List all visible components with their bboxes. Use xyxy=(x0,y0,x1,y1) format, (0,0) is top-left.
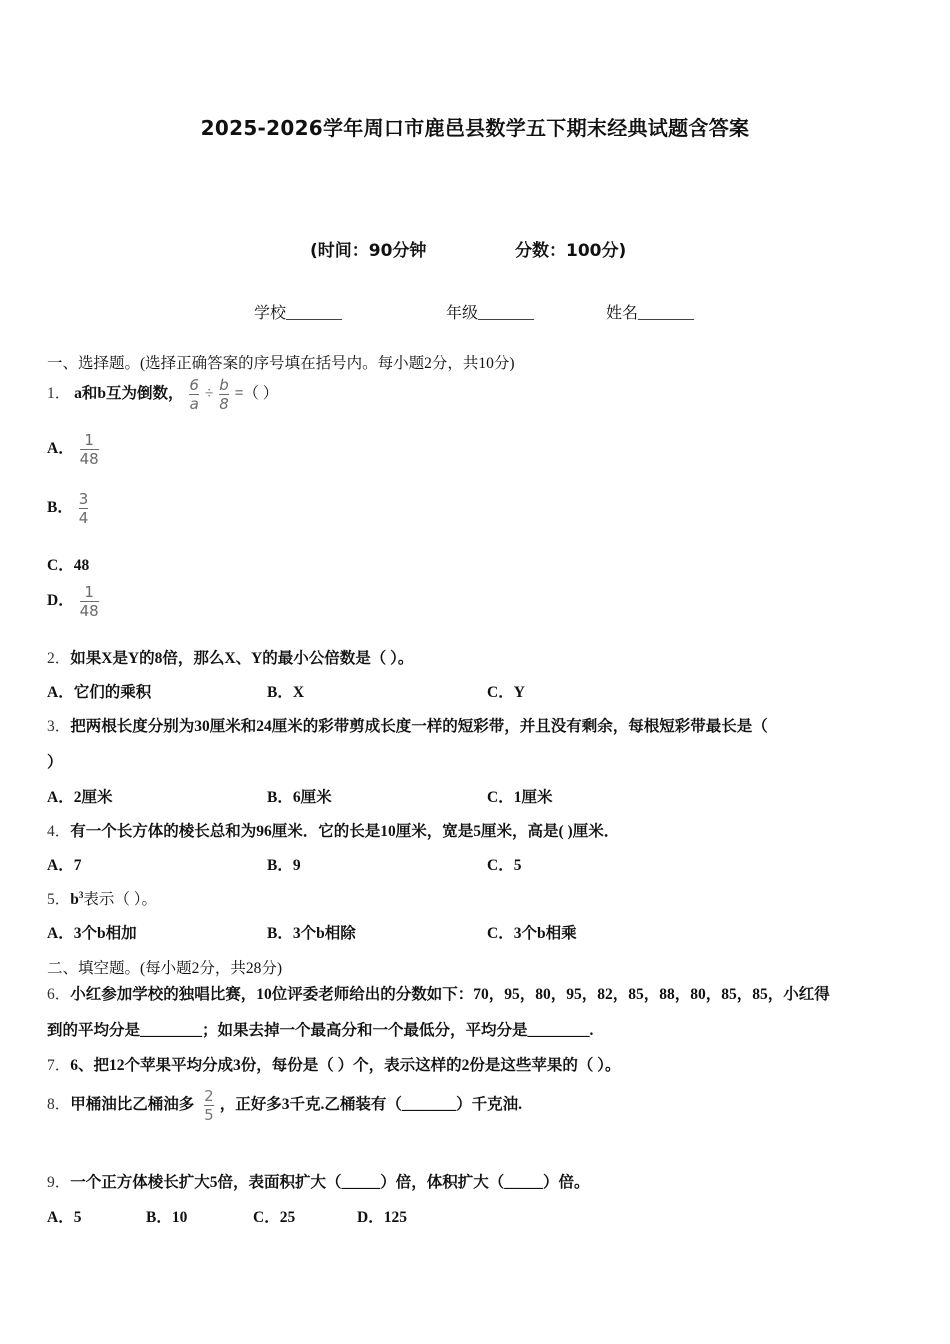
question-text: 甲桶油比乙桶油多 xyxy=(70,1096,195,1114)
question-text: 一个正方体棱长扩大5倍，表面积扩大（_____）倍，体积扩大（_____）倍。 xyxy=(70,1174,590,1191)
denominator: 8 xyxy=(219,395,229,413)
exam-score: 分数：100分) xyxy=(515,241,627,261)
question-5 xyxy=(47,887,157,909)
question-number: 2． xyxy=(47,650,71,667)
option-label: A． xyxy=(47,440,74,458)
option-d[interactable] xyxy=(47,584,101,619)
power-exponent: 3 xyxy=(78,889,84,900)
option-b[interactable]: B．6厘米 xyxy=(267,789,332,806)
question-text: 把两根长度分别为30厘米和24厘米的彩带剪成长度一样的短彩带，并且没有剩余，每根短彩带最长是（ xyxy=(70,718,768,735)
numerator: 6 xyxy=(189,376,199,394)
fraction xyxy=(204,1088,214,1123)
question-3-continued: ） xyxy=(47,754,63,771)
option-b[interactable]: B．9 xyxy=(267,857,301,874)
option-label: D． xyxy=(47,592,74,610)
fraction xyxy=(219,377,229,412)
question-number: 6． xyxy=(47,986,71,1003)
question-text: a和b互为倒数， xyxy=(74,385,184,403)
page-title: 2025-2026学年周口市鹿邑县数学五下期末经典试题含答案 xyxy=(200,116,750,140)
option-d[interactable]: D．125 xyxy=(357,1209,407,1226)
option-label: C． xyxy=(47,557,74,574)
school-field: 学校_______ xyxy=(254,305,343,322)
question-number: 5． xyxy=(47,891,71,908)
fraction xyxy=(80,584,99,619)
question-text: 表示（ ）。 xyxy=(83,891,158,908)
question-text: 如果X是Y的8倍，那么X、Y的最小公倍数是（ ）。 xyxy=(70,650,414,667)
question-6 xyxy=(47,982,830,1004)
question-9 xyxy=(47,1170,590,1192)
numerator: 1 xyxy=(84,583,94,601)
question-number: 8． xyxy=(47,1096,71,1114)
option-a[interactable]: A．它们的乘积 xyxy=(47,684,152,701)
fraction xyxy=(189,377,199,412)
fraction xyxy=(80,432,99,467)
question-text: 有一个长方体的棱长总和为96厘米．它的长是10厘米，宽是5厘米，高是( )厘米． xyxy=(70,823,620,840)
question-number: 9． xyxy=(47,1174,71,1191)
question-3 xyxy=(47,714,768,736)
option-c[interactable]: C．Y xyxy=(487,684,525,701)
option-b[interactable]: B．3个b相除 xyxy=(267,925,356,942)
question-8 xyxy=(47,1088,522,1123)
question-number: 4． xyxy=(47,823,71,840)
option-a[interactable] xyxy=(47,432,101,467)
question-text: ，正好多3千克.乙桶装有（_______）千克油. xyxy=(219,1096,522,1114)
power-base: b xyxy=(70,891,79,908)
section-heading-choice: 一、选择题。(选择正确答案的序号填在括号内。每小题2分，共10分) xyxy=(47,355,515,372)
question-text: 小红参加学校的独唱比赛，10位评委老师给出的分数如下：70，95，80，95，82，85，88，80，85，85，小红得 xyxy=(70,986,830,1003)
denominator: 5 xyxy=(204,1106,214,1124)
divide-sign: ÷ xyxy=(204,385,214,403)
option-label: B． xyxy=(47,499,73,517)
option-b[interactable]: B．X xyxy=(267,684,305,701)
denominator: 4 xyxy=(78,509,89,527)
question-6-continued: 到的平均分是________；如果去掉一个最高分和一个最低分，平均分是________. xyxy=(47,1022,594,1039)
denominator: 48 xyxy=(79,450,99,468)
question-4 xyxy=(47,819,619,841)
option-a[interactable]: A．3个b相加 xyxy=(47,925,137,942)
option-b[interactable]: B．10 xyxy=(146,1209,188,1226)
option-c[interactable]: C．3个b相乘 xyxy=(487,925,577,942)
question-number: 1． xyxy=(47,385,71,403)
question-text: 6、把12个苹果平均分成3份，每份是（ ）个，表示这样的2份是这些苹果的（ ）。 xyxy=(70,1057,621,1074)
name-field: 姓名_______ xyxy=(606,305,695,322)
question-number: 3． xyxy=(47,718,71,735)
option-c[interactable]: C．5 xyxy=(487,857,522,874)
fraction xyxy=(79,491,89,526)
question-2 xyxy=(47,646,413,668)
answer-blank: =（ ） xyxy=(234,385,279,403)
question-number: 7． xyxy=(47,1057,71,1074)
option-c[interactable]: C．25 xyxy=(253,1209,296,1226)
grade-field: 年级_______ xyxy=(446,305,535,322)
exam-time: (时间：90分钟 xyxy=(310,241,427,261)
option-c[interactable] xyxy=(47,553,89,575)
denominator: a xyxy=(189,395,199,413)
numerator: 2 xyxy=(204,1087,214,1105)
numerator: 1 xyxy=(84,431,94,449)
section-heading-fill: 二、填空题。(每小题2分，共28分) xyxy=(47,960,283,977)
option-a[interactable]: A．5 xyxy=(47,1209,82,1226)
option-a[interactable]: A．7 xyxy=(47,857,82,874)
option-a[interactable]: A．2厘米 xyxy=(47,789,113,806)
numerator: 3 xyxy=(78,490,89,508)
denominator: 48 xyxy=(79,602,99,620)
question-1 xyxy=(47,377,278,412)
option-text: 48 xyxy=(73,557,90,574)
question-7 xyxy=(47,1053,621,1075)
option-b[interactable] xyxy=(47,491,90,526)
option-c[interactable]: C．1厘米 xyxy=(487,789,553,806)
numerator: b xyxy=(219,376,229,394)
